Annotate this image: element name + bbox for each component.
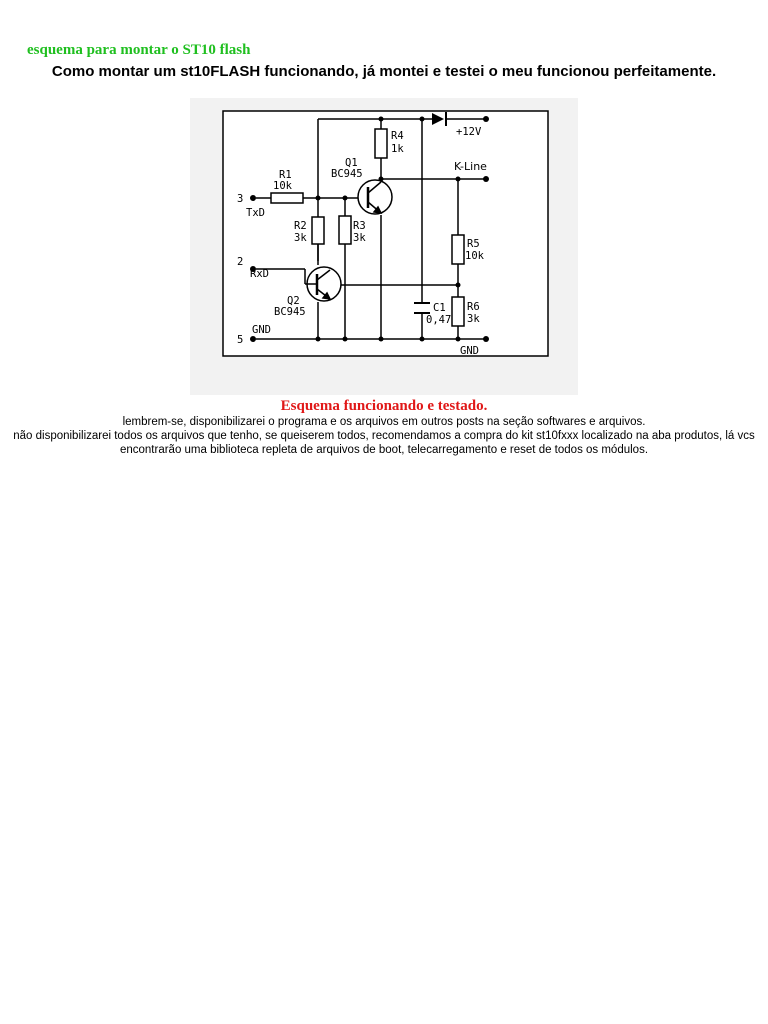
q2-name: Q2 [287,295,300,307]
r3-name: R3 [353,220,366,232]
r4-value: 1k [391,143,404,155]
r1-value: 10k [273,180,292,192]
r1-name: R1 [279,169,292,181]
q2-value: BC945 [274,306,306,318]
txd-label: TxD [246,207,265,219]
txd-pin-number: 3 [237,193,244,205]
supply-label: +12V [456,126,482,138]
rxd-label: RxD [250,268,269,280]
r6-name: R6 [467,301,480,313]
rxd-pin-number: 2 [237,256,244,268]
gnd-pin-number: 5 [237,334,244,346]
c1-value: 0,47 [426,314,452,326]
r5-name: R5 [467,238,480,250]
r4-name: R4 [391,130,404,142]
figure-caption: Esquema funcionando e testado. [280,398,488,414]
r1-resistor [271,193,303,203]
q1-transistor [358,180,392,214]
page-heading: esquema para montar o ST10 flash [27,42,251,58]
r5-value: 10k [465,250,484,262]
note-line-2: não disponibilizarei todos os arquivos que tenho, se queiserem todos, recomendamos a compra do kit st10fxxx localizado na aba produtos, lá vcs encontrarão uma biblioteca repleta de arquivos de boot, telecarregamento e reset de todos os módulos. [13,430,755,456]
kline-label: K-Line [454,160,487,173]
schematic-figure [190,98,578,395]
r2-resistor [312,217,324,244]
r2-value: 3k [294,232,307,244]
r3-resistor [339,216,351,244]
schematic-diagram [190,98,578,395]
r6-resistor [452,297,464,326]
q1-value: BC945 [331,168,363,180]
intro-text: Como montar um st10FLASH funcionando, já montei e testei o meu funcionou perfeitamente. [51,63,717,80]
note-line-1: lembrem-se, disponibilizarei o programa e os arquivos em outros posts na seção softwares e arquivos. [122,416,646,428]
gnd-label: GND [252,324,271,336]
c1-name: C1 [433,302,446,314]
r2-name: R2 [294,220,307,232]
q1-name: Q1 [345,157,358,169]
r6-value: 3k [467,313,480,325]
r4-resistor [375,129,387,158]
r5-resistor [452,235,464,264]
gnd-out-label: GND [460,345,479,357]
r3-value: 3k [353,232,366,244]
